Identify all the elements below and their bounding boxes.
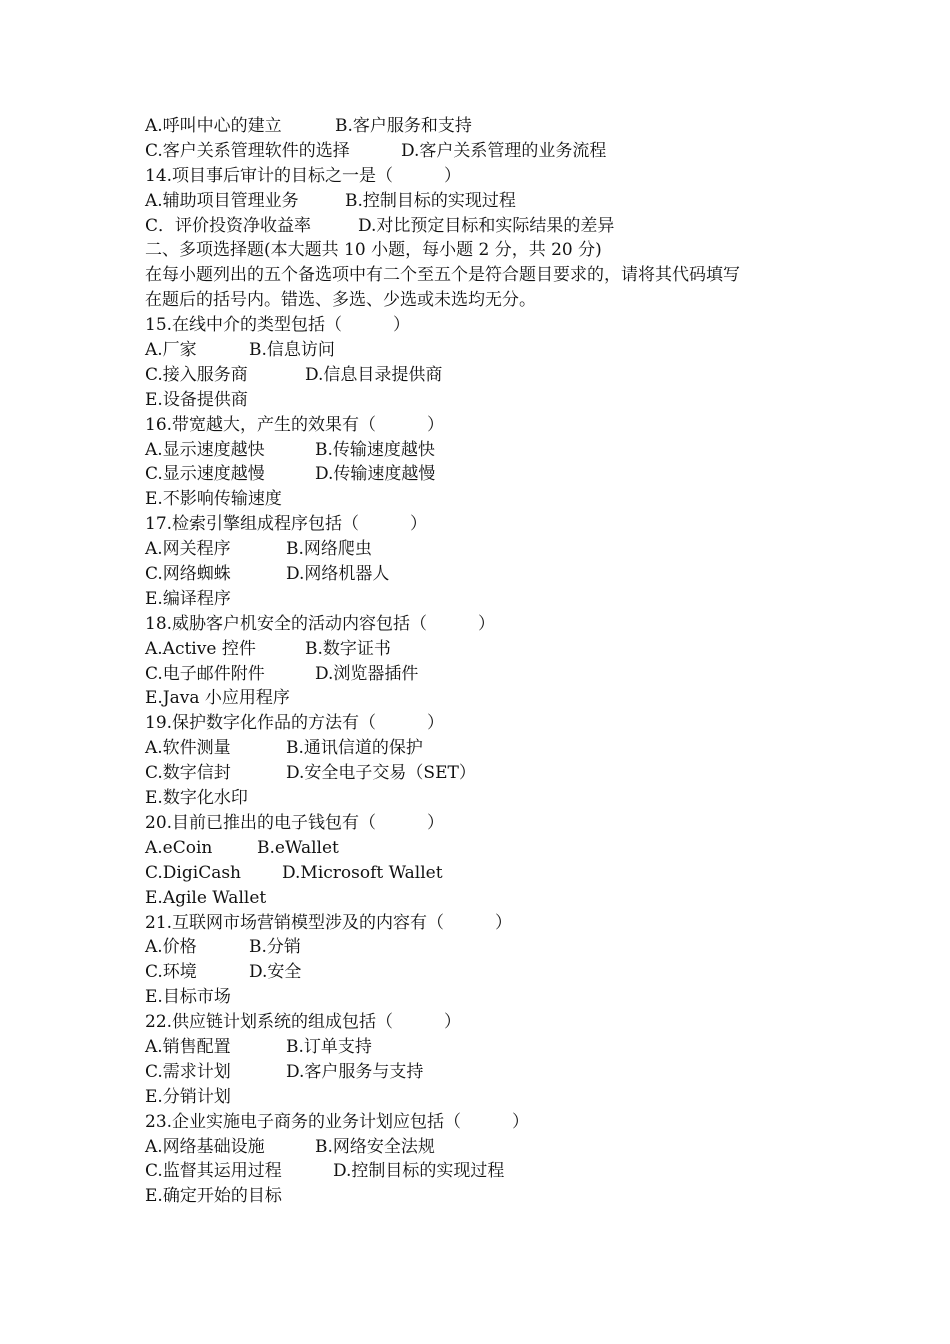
option-text: C.显示速度越慢 (145, 464, 265, 485)
option-text: D.对比预定目标和实际结果的差异 (358, 215, 615, 236)
text-line: E.设备提供商 (145, 389, 248, 410)
option-line (145, 1159, 825, 1184)
option-text: A.厂家 (145, 340, 197, 361)
option-text: B.eWallet (257, 837, 339, 858)
option-text: B.信息访问 (249, 340, 335, 361)
option-text: B.数字证书 (305, 638, 391, 659)
option-text: A.Active 控件 (145, 638, 256, 659)
option-text: D.客户服务与支持 (286, 1061, 424, 1082)
option-text: C.监督其运用过程 (145, 1161, 282, 1182)
text-line: E.Agile Wallet (145, 887, 267, 908)
option-line (145, 662, 825, 687)
text-line: E.编译程序 (145, 588, 231, 609)
text-line: 在每小题列出的五个备选项中有二个至五个是符合题目要求的，请将其代码填写 (145, 265, 740, 286)
option-text: B.通讯信道的保护 (286, 738, 423, 759)
option-text: D.信息目录提供商 (305, 364, 443, 385)
option-text: B.订单支持 (286, 1036, 372, 1057)
text-line: 20.目前已推出的电子钱包有（ ） (145, 812, 445, 833)
option-line (145, 861, 825, 886)
option-text: C.网络蜘蛛 (145, 564, 231, 585)
option-text: A.价格 (145, 937, 197, 958)
option-text: D.网络机器人 (286, 564, 390, 585)
option-line (145, 139, 825, 164)
option-text: C.环境 (145, 962, 197, 983)
option-text: B.控制目标的实现过程 (345, 190, 516, 211)
option-text: C.需求计划 (145, 1061, 231, 1082)
option-text: B.网络安全法规 (315, 1136, 435, 1157)
option-text: C.客户关系管理软件的选择 (145, 140, 350, 161)
option-line (145, 214, 825, 239)
text-line: 16.带宽越大，产生的效果有（ ） (145, 414, 445, 435)
option-line (145, 562, 825, 587)
option-line (145, 836, 825, 861)
option-line (145, 114, 825, 139)
option-line (145, 1135, 825, 1160)
text-line: E.分销计划 (145, 1086, 231, 1107)
option-line (145, 935, 825, 960)
option-line (145, 537, 825, 562)
option-text: B.传输速度越快 (315, 439, 435, 460)
option-line (145, 462, 825, 487)
option-text: A.网关程序 (145, 539, 231, 560)
text-line: 23.企业实施电子商务的业务计划应包括（ ） (145, 1111, 530, 1132)
text-line: 在题后的括号内。错选、多选、少选或未选均无分。 (145, 290, 536, 311)
text-line: 二、多项选择题(本大题共 10 小题，每小题 2 分，共 20 分) (145, 240, 602, 261)
document-page (145, 114, 825, 1209)
text-line: E.不影响传输速度 (145, 489, 282, 510)
option-text: D.客户关系管理的业务流程 (401, 140, 607, 161)
option-text: D.Microsoft Wallet (282, 862, 443, 883)
text-line: 19.保护数字化作品的方法有（ ） (145, 713, 445, 734)
option-text: B.网络爬虫 (286, 539, 372, 560)
option-text: A.软件测量 (145, 738, 231, 759)
option-text: C.数字信封 (145, 763, 231, 784)
text-line: 15.在线中介的类型包括（ ） (145, 315, 411, 336)
option-text: A.呼叫中心的建立 (145, 116, 282, 136)
option-line (145, 736, 825, 761)
option-text: A.eCoin (145, 837, 213, 858)
option-text: A.辅助项目管理业务 (145, 190, 299, 211)
option-line (145, 1060, 825, 1085)
option-line (145, 960, 825, 985)
text-line: E.数字化水印 (145, 788, 248, 809)
option-line (145, 189, 825, 214)
text-line: E.目标市场 (145, 987, 231, 1008)
option-text: C．评价投资净收益率 (145, 215, 312, 236)
option-text: D.浏览器插件 (315, 663, 419, 684)
option-line (145, 438, 825, 463)
option-line (145, 338, 825, 363)
option-text: C.DigiCash (145, 862, 242, 883)
text-line: 22.供应链计划系统的组成包括（ ） (145, 1012, 462, 1033)
option-line (145, 761, 825, 786)
option-line (145, 1035, 825, 1060)
option-text: B.客户服务和支持 (335, 116, 472, 136)
option-line (145, 637, 825, 662)
option-text: C.接入服务商 (145, 364, 248, 385)
option-text: D.安全 (249, 962, 302, 983)
text-line: 18.威胁客户机安全的活动内容包括（ ） (145, 613, 496, 634)
option-text: A.显示速度越快 (145, 439, 265, 460)
option-text: D.安全电子交易（SET） (286, 763, 476, 784)
text-line: E.确定开始的目标 (145, 1186, 282, 1207)
option-text: A.销售配置 (145, 1036, 231, 1057)
option-text: A.网络基础设施 (145, 1136, 265, 1157)
option-text: B.分销 (249, 937, 301, 958)
text-line: E.Java 小应用程序 (145, 688, 290, 709)
option-text: D.控制目标的实现过程 (333, 1161, 505, 1182)
text-line: 14.项目事后审计的目标之一是（ ） (145, 165, 462, 186)
option-line (145, 363, 825, 388)
text-line: 17.检索引擎组成程序包括（ ） (145, 514, 428, 535)
option-text: C.电子邮件附件 (145, 663, 265, 684)
text-line: 21.互联网市场营销模型涉及的内容有（ ） (145, 912, 513, 933)
option-text: D.传输速度越慢 (315, 464, 436, 485)
